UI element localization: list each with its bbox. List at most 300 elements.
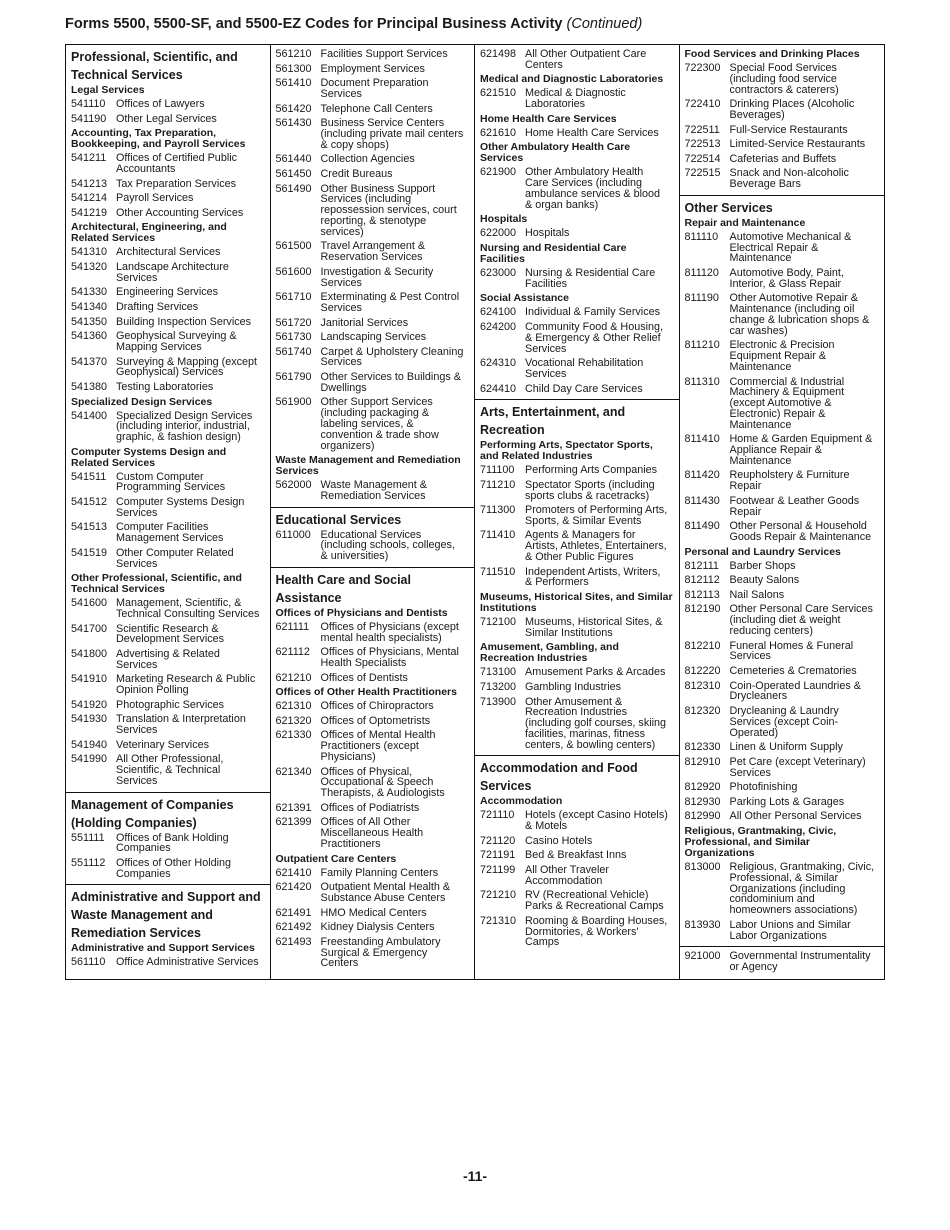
subsection-heading: Accounting, Tax Preparation, Bookkeeping, and Payroll Services [71, 127, 246, 151]
code-entry [475, 383, 679, 398]
activity-description: Museums, Historical Sites, & Similar Institutions [525, 616, 663, 639]
activity-code: 541920 [71, 698, 108, 711]
activity-code: 621330 [275, 729, 312, 742]
section-heading: Accommodation and Food Services [480, 761, 638, 794]
activity-description: Offices of Physicians, Mental Health Specialists [320, 646, 459, 670]
activity-description: Coin-Operated Laundries & Drycleaners [729, 679, 861, 703]
activity-code: 541700 [71, 622, 108, 635]
activity-code: 811110 [684, 230, 719, 243]
activity-description: Offices of Mental Health Practitioners (except Physicians) [320, 729, 436, 763]
activity-description: Governmental Instrumentality or Agency [729, 950, 871, 973]
subsection-heading: Museums, Historical Sites, and Similar Institutions [480, 591, 673, 615]
activity-description: Child Day Care Services [525, 382, 643, 395]
code-entry [271, 881, 475, 906]
subsection-heading: Offices of Physicians and Dentists [275, 606, 448, 619]
code-entry [475, 696, 679, 754]
subsection-heading: Performing Arts, Spectator Sports, and Related Industries [480, 439, 653, 463]
activity-description: Offices of Chiropractors [320, 700, 434, 713]
activity-description: Community Food & Housing, & Emergency & Other Relief Services [525, 320, 664, 355]
activity-code: 721199 [480, 864, 516, 876]
code-entry [66, 857, 270, 882]
code-entry [66, 113, 270, 128]
activity-description: Cafeterias and Buffets [729, 152, 837, 165]
activity-code: 561420 [275, 102, 312, 115]
codes-table [65, 44, 885, 980]
activity-code: 621410 [275, 866, 312, 879]
activity-description: Photographic Services [116, 698, 225, 711]
activity-description: Other Business Support Services (including repossession services, court reporting, & stenotype services) [320, 182, 457, 238]
activity-code: 541380 [71, 380, 108, 393]
activity-code: 812990 [684, 810, 721, 823]
code-entry [271, 715, 475, 730]
activity-description: Drycleaning & Laundry Services (except Coin-Operated) [729, 704, 839, 739]
code-entry [475, 809, 679, 834]
section [680, 946, 885, 977]
code-entry [680, 861, 885, 919]
code-entry [271, 907, 475, 922]
section-heading: Professional, Scientific, and Technical Services [71, 50, 238, 82]
code-entry [66, 597, 270, 622]
code-entry [680, 796, 885, 811]
code-entry [475, 616, 679, 641]
section-heading: Administrative and Support and Waste Management and Remediation Services [71, 890, 261, 941]
code-entry [66, 521, 270, 546]
code-entry [271, 371, 475, 396]
activity-description: Offices of Bank Holding Companies [116, 831, 229, 855]
activity-description: Testing Laboratories [116, 380, 214, 393]
section [66, 792, 270, 885]
activity-code: 561430 [275, 117, 312, 130]
code-entry [475, 566, 679, 591]
activity-description: Telephone Call Centers [320, 102, 433, 115]
activity-description: Offices of Other Holding Companies [116, 856, 232, 880]
activity-description: Nail Salons [729, 588, 785, 601]
activity-code: 722515 [684, 167, 721, 180]
activity-description: All Other Traveler Accommodation [525, 864, 610, 887]
code-entry [271, 729, 475, 765]
code-entry [680, 741, 885, 756]
activity-code: 721110 [480, 809, 515, 822]
activity-code: 621320 [275, 714, 312, 727]
activity-description: Family Planning Centers [320, 866, 439, 879]
activity-code: 811410 [684, 433, 720, 446]
subsection-heading: Personal and Laundry Services [684, 545, 841, 558]
activity-code: 624310 [480, 357, 517, 370]
activity-code: 541400 [71, 409, 108, 422]
section [475, 45, 679, 399]
code-entry [66, 699, 270, 714]
code-entry [680, 950, 885, 975]
code-entry [66, 356, 270, 381]
activity-code: 621610 [480, 126, 517, 139]
activity-code: 811490 [684, 520, 720, 533]
activity-code: 621210 [275, 671, 312, 684]
section [271, 507, 475, 567]
activity-description: Other Computer Related Services [116, 546, 234, 570]
activity-description: Building Inspection Services [116, 315, 252, 328]
subsection-heading: Accommodation [480, 795, 563, 808]
code-entry [475, 529, 679, 565]
code-entry [271, 396, 475, 454]
activity-code: 721120 [480, 834, 516, 847]
code-entry [680, 810, 885, 825]
activity-code: 561210 [275, 48, 312, 60]
activity-description: Kidney Dialysis Centers [320, 921, 435, 934]
activity-code: 621310 [275, 700, 312, 713]
code-entry [271, 153, 475, 168]
activity-code: 622000 [480, 227, 517, 240]
activity-code: 541513 [71, 521, 108, 534]
activity-description: Collection Agencies [320, 153, 415, 166]
activity-description: Waste Management & Remediation Services [320, 479, 427, 503]
activity-description: Architectural Services [116, 246, 221, 259]
activity-code: 541519 [71, 546, 108, 559]
code-entry [271, 802, 475, 817]
activity-code: 621111 [275, 620, 310, 633]
code-entry [271, 63, 475, 78]
activity-code: 711300 [480, 504, 516, 517]
activity-description: Surveying & Mapping (except Geophysical) Services [116, 355, 258, 379]
activity-description: Footwear & Leather Goods Repair [729, 494, 860, 518]
activity-description: Special Food Services (including food service contractors & caterers) [729, 62, 839, 96]
code-entry [680, 138, 885, 153]
code-entry [66, 623, 270, 648]
activity-code: 541600 [71, 597, 108, 610]
activity-description: Document Preparation Services [320, 77, 429, 100]
activity-description: Amusement Parks & Arcades [525, 666, 666, 679]
activity-description: Marketing Research & Public Opinion Polling [116, 673, 256, 697]
activity-code: 812111 [684, 559, 719, 572]
activity-code: 541110 [71, 98, 106, 110]
code-entry [66, 330, 270, 355]
activity-code: 541211 [71, 152, 107, 165]
activity-code: 812930 [684, 795, 721, 808]
activity-description: Credit Bureaus [320, 167, 393, 180]
activity-description: Geophysical Surveying & Mapping Services [116, 330, 237, 353]
activity-code: 551112 [71, 856, 106, 869]
section [475, 399, 679, 755]
subsection-heading: Computer Systems Design and Related Services [71, 445, 227, 469]
code-entry [271, 240, 475, 265]
code-entry [680, 589, 885, 604]
activity-description: Exterminating & Pest Control Services [320, 291, 460, 314]
activity-description: Freestanding Ambulatory Surgical & Emergency Centers [320, 935, 441, 970]
activity-code: 623000 [480, 266, 517, 279]
activity-description: Vocational Rehabilitation Services [525, 357, 644, 380]
code-entry [475, 889, 679, 914]
activity-description: Other Amusement & Recreation Industries (including golf courses, skiing facilities, marinas, fitness centers, & bowling centers) [525, 695, 667, 751]
activity-code: 713200 [480, 681, 517, 694]
code-entry [680, 520, 885, 545]
activity-code: 561410 [275, 77, 312, 90]
activity-code: 541910 [71, 673, 108, 686]
code-entry [271, 479, 475, 504]
activity-description: Electronic & Precision Equipment Repair & Maintenance [729, 339, 835, 373]
activity-description: Engineering Services [116, 286, 219, 299]
activity-code: 624100 [480, 306, 517, 319]
activity-description: Offices of Lawyers [116, 98, 205, 110]
code-entry [475, 849, 679, 864]
activity-description: Nursing & Residential Care Facilities [525, 266, 656, 290]
subsection-heading: Amusement, Gambling, and Recreation Industries [480, 641, 619, 665]
activity-code: 812210 [684, 639, 721, 652]
subsection-heading: Architectural, Engineering, and Related Services [71, 221, 227, 245]
code-entry [66, 410, 270, 446]
code-entry [66, 547, 270, 572]
code-entry [680, 62, 885, 98]
activity-code: 812113 [684, 588, 720, 601]
code-entry [66, 261, 270, 286]
code-entry [680, 292, 885, 339]
code-entry [271, 317, 475, 332]
subsection-heading: Offices of Other Health Practitioners [275, 686, 457, 699]
code-entry [66, 673, 270, 698]
activity-code: 711410 [480, 529, 516, 542]
activity-code: 621900 [480, 166, 517, 179]
activity-code: 561450 [275, 167, 312, 180]
activity-description: Labor Unions and Similar Labor Organizations [729, 918, 851, 942]
code-entry [66, 207, 270, 222]
section [271, 45, 475, 507]
code-entry [66, 648, 270, 673]
activity-description: Outpatient Mental Health & Substance Abuse Centers [320, 881, 451, 904]
activity-code: 621391 [275, 801, 312, 814]
code-entry [680, 756, 885, 781]
code-entry [475, 666, 679, 681]
code-entry [271, 48, 475, 63]
activity-code: 561900 [275, 396, 312, 409]
activity-description: All Other Professional, Scientific, & Technical Services [116, 753, 224, 787]
activity-code: 812220 [684, 665, 721, 677]
activity-description: Funeral Homes & Funeral Services [729, 639, 854, 663]
activity-description: Limited-Service Restaurants [729, 138, 866, 151]
activity-description: Bed & Breakfast Inns [525, 849, 627, 862]
code-entry [66, 301, 270, 316]
code-entry [680, 469, 885, 494]
code-entry [680, 680, 885, 705]
activity-description: Translation & Interpretation Services [116, 713, 246, 737]
activity-code: 812320 [684, 704, 721, 717]
activity-code: 722410 [684, 98, 721, 111]
code-entry [680, 574, 885, 589]
activity-code: 561710 [275, 291, 312, 304]
activity-description: Investigation & Security Services [320, 265, 434, 289]
code-entry [271, 936, 475, 972]
code-entry [66, 286, 270, 301]
code-entry [66, 192, 270, 207]
code-entry [271, 117, 475, 153]
activity-description: HMO Medical Centers [320, 906, 427, 919]
activity-code: 621493 [275, 935, 312, 948]
activity-description: Offices of Physicians (except mental health specialists) [320, 620, 459, 644]
activity-code: 561300 [275, 62, 312, 75]
activity-description: Spectator Sports (including sports clubs & racetracks) [525, 478, 655, 502]
activity-code: 811430 [684, 494, 720, 507]
page-title [65, 16, 642, 32]
section-heading: Educational Services [275, 512, 402, 527]
activity-code: 562000 [275, 479, 312, 492]
code-entry [271, 266, 475, 291]
activity-code: 541214 [71, 192, 108, 205]
subsection-heading: Social Assistance [480, 292, 569, 305]
activity-code: 621399 [275, 816, 312, 829]
code-entry [680, 339, 885, 375]
activity-code: 561740 [275, 345, 312, 358]
code-entry [475, 321, 679, 357]
code-entry [475, 681, 679, 696]
code-entry [680, 560, 885, 575]
code-entry [271, 766, 475, 802]
code-entry [475, 166, 679, 213]
code-entry [271, 291, 475, 316]
activity-code: 541360 [71, 330, 108, 343]
activity-description: Automotive Mechanical & Electrical Repair & Maintenance [729, 230, 852, 265]
section-heading: Health Care and Social Assistance [275, 572, 411, 605]
activity-code: 541350 [71, 315, 108, 328]
activity-description: Specialized Design Services (including interior, industrial, graphic, & fashion design) [116, 409, 253, 444]
activity-description: Cemeteries & Crematories [729, 665, 857, 677]
activity-code: 813930 [684, 918, 721, 931]
activity-description: Other Ambulatory Health Care Services (including ambulance services & blood & organ banks) [525, 166, 661, 211]
activity-description: Pet Care (except Veterinary) Services [729, 755, 866, 779]
code-entry [475, 306, 679, 321]
activity-description: Offices of Physical, Occupational & Speech Therapists, & Audiologists [320, 765, 445, 800]
activity-code: 541930 [71, 713, 108, 726]
code-entry [680, 705, 885, 741]
activity-description: Other Automotive Repair & Maintenance (including oil change & lubrication shops & car washes) [729, 292, 870, 337]
code-entry [680, 167, 885, 192]
subsection-heading: Specialized Design Services [71, 395, 213, 408]
code-entry [66, 956, 270, 971]
activity-code: 713100 [480, 666, 517, 679]
subsection-heading: Other Professional, Scientific, and Technical Services [71, 572, 242, 596]
activity-description: Full-Service Restaurants [729, 123, 848, 136]
column-4 [680, 45, 885, 979]
activity-code: 541512 [71, 496, 108, 509]
code-entry [475, 835, 679, 850]
code-entry [66, 832, 270, 857]
activity-description: Drinking Places (Alcoholic Beverages) [729, 98, 855, 121]
activity-description: All Other Outpatient Care Centers [525, 48, 647, 71]
activity-code: 561790 [275, 371, 312, 384]
section-heading: Other Services [684, 200, 773, 215]
activity-description: Other Personal & Household Goods Repair & Maintenance [729, 520, 872, 544]
activity-code: 722514 [684, 152, 721, 165]
code-entry [66, 152, 270, 177]
activity-description: Photofinishing [729, 781, 798, 794]
section-heading: Arts, Entertainment, and Recreation [480, 405, 626, 438]
activity-code: 621112 [275, 646, 310, 659]
activity-description: Hospitals [525, 227, 570, 240]
activity-description: Landscape Architecture Services [116, 260, 229, 284]
activity-description: Business Service Centers (including private mail centers & copy shops) [320, 117, 464, 151]
activity-code: 541940 [71, 738, 108, 751]
activity-code: 813000 [684, 860, 721, 873]
code-entry [271, 621, 475, 646]
activity-description: Snack and Non-alcoholic Beverage Bars [729, 167, 849, 191]
activity-description: Commercial & Industrial Machinery & Equipment (except Automotive & Electronic) Repair & Maintenance [729, 375, 845, 431]
activity-code: 624200 [480, 320, 517, 333]
code-entry [475, 267, 679, 292]
activity-description: Janitorial Services [320, 316, 409, 329]
activity-description: Hotels (except Casino Hotels) & Motels [525, 809, 668, 833]
code-entry [475, 915, 679, 951]
activity-description: Travel Arrangement & Reservation Services [320, 240, 426, 264]
activity-code: 812920 [684, 781, 721, 794]
activity-description: Offices of Optometrists [320, 714, 431, 727]
activity-code: 811190 [684, 292, 719, 305]
code-entry [271, 346, 475, 371]
activity-description: Veterinary Services [116, 738, 210, 751]
activity-description: All Other Personal Services [729, 810, 862, 823]
activity-description: Management, Scientific, & Technical Consulting Services [116, 597, 260, 621]
code-entry [66, 178, 270, 193]
code-entry [475, 127, 679, 142]
activity-code: 721210 [480, 889, 517, 902]
code-entry [680, 603, 885, 639]
code-entry [271, 700, 475, 715]
section [680, 45, 885, 195]
subsection-heading: Administrative and Support Services [71, 942, 255, 955]
activity-code: 811210 [684, 339, 720, 352]
activity-code: 621498 [480, 48, 517, 60]
code-entry [680, 495, 885, 520]
activity-description: Barber Shops [729, 559, 796, 572]
activity-description: Agents & Managers for Artists, Athletes, Entertainers, & Other Public Figures [525, 529, 667, 564]
code-entry [475, 864, 679, 889]
activity-code: 551111 [71, 831, 105, 844]
code-entry [271, 168, 475, 183]
code-entry [271, 103, 475, 118]
activity-description: Performing Arts Companies [525, 464, 658, 477]
activity-description: Parking Lots & Garages [729, 795, 845, 808]
activity-code: 561720 [275, 316, 312, 329]
subsection-heading: Outpatient Care Centers [275, 852, 397, 865]
activity-code: 541213 [71, 177, 108, 190]
code-entry [680, 640, 885, 665]
code-entry [66, 713, 270, 738]
subsection-heading: Home Health Care Services [480, 112, 617, 125]
code-entry [680, 124, 885, 139]
activity-description: Scientific Research & Development Services [116, 622, 225, 646]
code-entry [66, 316, 270, 331]
subsection-heading: Repair and Maintenance [684, 216, 806, 229]
title-text: Forms 5500, 5500-SF, and 5500-EZ Codes for Principal Business Activity [65, 16, 563, 32]
activity-code: 812310 [684, 679, 721, 692]
section [271, 567, 475, 974]
activity-code: 712100 [480, 616, 517, 629]
activity-description: Computer Systems Design Services [116, 496, 245, 519]
activity-description: Other Support Services (including packaging & labeling services, & convention & trade show organizers) [320, 396, 439, 452]
code-entry [66, 753, 270, 789]
section [66, 45, 270, 792]
column-2 [271, 45, 476, 979]
code-entry [680, 665, 885, 680]
activity-description: Offices of All Other Miscellaneous Health Practitioners [320, 816, 424, 850]
activity-code: 541340 [71, 300, 108, 313]
code-entry [475, 357, 679, 382]
code-entry [66, 98, 270, 113]
subsection-heading: Legal Services [71, 84, 145, 96]
activity-code: 561110 [71, 956, 106, 969]
code-entry [271, 921, 475, 936]
code-entry [680, 433, 885, 469]
section [475, 755, 679, 953]
column-3 [475, 45, 680, 979]
code-entry [271, 816, 475, 852]
activity-code: 611000 [275, 528, 311, 541]
activity-description: Promoters of Performing Arts, Sports, & Similar Events [525, 504, 668, 527]
